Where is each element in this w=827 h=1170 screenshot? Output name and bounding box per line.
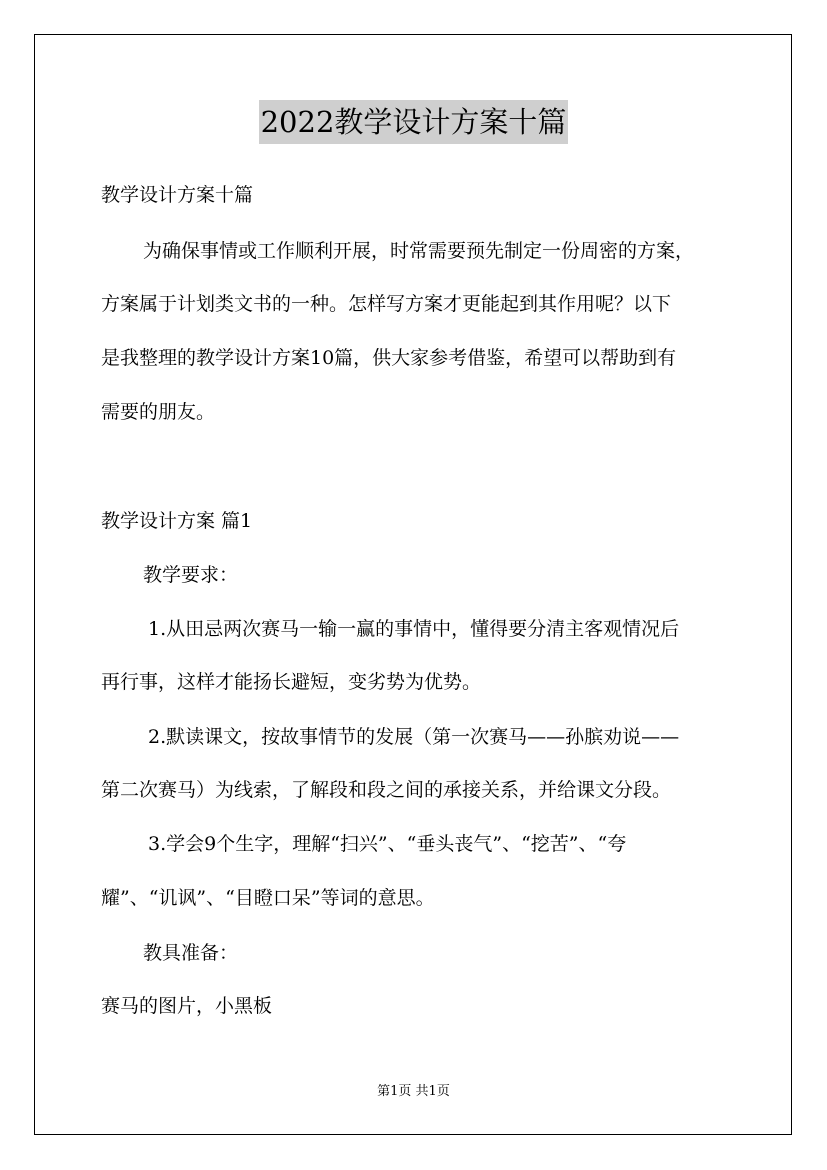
intro-line-3: 是我整理的教学设计方案10篇，供大家参考借鉴，希望可以帮助到有: [101, 347, 677, 369]
item1-line-1: 1.从田忌两次赛马一输一赢的事情中，懂得要分清主客观情况后: [148, 618, 680, 640]
intro-line-2: 方案属于计划类文书的一种。怎样写方案才更能起到其作用呢？以下: [101, 293, 672, 315]
intro-line-4: 需要的朋友。: [101, 401, 216, 423]
requirements-label: 教学要求：: [143, 564, 239, 586]
subtitle: 教学设计方案十篇: [101, 184, 254, 206]
item2-line-2: 第二次赛马）为线索，了解段和段之间的承接关系，并给课文分段。: [101, 779, 672, 801]
tools-text: 赛马的图片，小黑板: [101, 995, 273, 1017]
intro-line-1: 为确保事情或工作顺利开展，时常需要预先制定一份周密的方案，: [143, 240, 695, 262]
item2-line-1: 2.默读课文，按故事情节的发展（第一次赛马——孙膑劝说——: [148, 726, 680, 748]
item3-line-2: 耀”、“讥讽”、“目瞪口呆”等词的意思。: [101, 887, 435, 909]
document-title: 2022教学设计方案十篇: [259, 100, 569, 144]
title-wrap: [0, 100, 827, 144]
section-heading: 教学设计方案 篇1: [101, 510, 253, 532]
page-footer: 第1页 共1页: [377, 1084, 450, 1099]
item1-line-2: 再行事，这样才能扬长避短，变劣势为优势。: [101, 671, 482, 693]
tools-label: 教具准备：: [143, 942, 239, 964]
item3-line-1: 3.学会9个生字，理解“扫兴”、“垂头丧气”、“挖苦”、“夸: [148, 833, 627, 855]
